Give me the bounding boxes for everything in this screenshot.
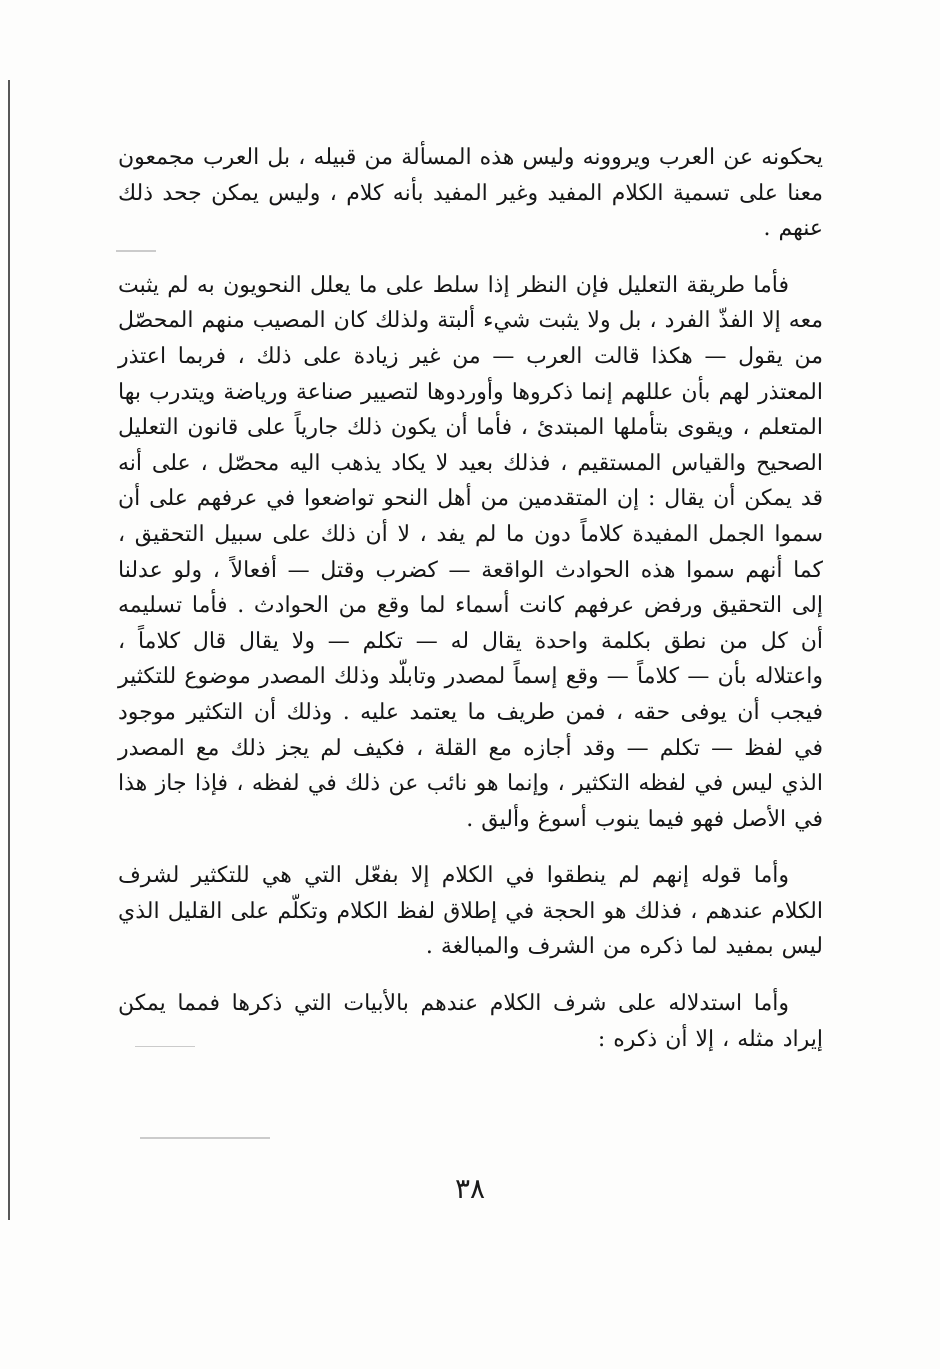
paragraph-continuation: يحكونه عن العرب ويروونه وليس هذه المسألة من قبيله ، بل العرب مجمعون معنا على تسمية الكلام المفيد وغير المفيد بأنه كلام ، وليس يمكن جحد ذلك عنهم . (118, 145, 823, 242)
paragraph-qawluhu: وأما قوله إنهم لم ينطقوا في الكلام إلا بفعّل التي هي للتكثير لشرف الكلام عندهم ، فذلك هو الحجة في إطلاق لفظ الكلام وتكلّم على القليل الذي ليس بمفيد لما ذكره من الشرف والمبالغة . (118, 863, 823, 960)
paragraph-istidlal: وأما استدلاله على شرف الكلام عندهم بالأبيات التي ذكرها فمما يمكن إيراد مثله ، إلا أن ذكره : (118, 991, 823, 1052)
page-number: ٣٨ (454, 1172, 486, 1205)
binding-edge-line (8, 80, 10, 1220)
body-text (118, 140, 823, 1057)
paragraph-taleel: فأما طريقة التعليل فإن النظر إذا سلط على ما يعلل النحويون به لم يثبت معه إلا الفذّ الفرد ، بل ولا يثبت شيء ألبتة ولذلك كان المصيب منهم المحصّل من يقول — هكذا قالت العرب — من غير زيادة على ذلك ، فربما اعتذر المعتذر لهم بأن عللهم إنما ذكروها وأوردوها لتصيير صناعة ورياضة ويتدرب بها المتعلم ، ويقوى بتأملها المبتدئ ، فأما أن يكون ذلك جارياً على قانون التعليل الصحيح والقياس المستقيم ، فذلك بعيد لا يكاد يذهب اليه محصّل ، على أنه قد يمكن أن يقال : إن المتقدمين من أهل النحو تواضعوا في عرفهم على أن سموا الجمل المفيدة كلاماً دون ما لم يفد ، لا أن ذلك على سبيل التحقيق ، كما أنهم سموا هذه الحوادث الواقعة — كضرب وقتل — أفعالاً ، ولو عدلنا إلى التحقيق ورفض عرفهم كانت أسماء لما وقع من الحوادث . فأما تسليمه أن كل من نطق بكلمة واحدة يقال له — تكلم — ولا يقال قال كلاماً ، واعتلاله بأن — كلاماً — وقع إسماً لمصدر وتابلّد وذلك المصدر موضوع للتكثير فيجب أن يوفى حقه ، فمن طريف ما يعتمد عليه . وذلك أن التكثير موجود في لفظ — تكلم — وقد أجازه مع القلة ، فكيف لم يجز ذلك مع المصدر الذي ليس في لفظه التكثير ، وإنما هو نائب عن ذلك في لفظه ، فإذا جاز هذا في الأصل فهو فيما ينوب أسوغ وأليق . (118, 272, 823, 832)
scan-speck (140, 1137, 270, 1139)
